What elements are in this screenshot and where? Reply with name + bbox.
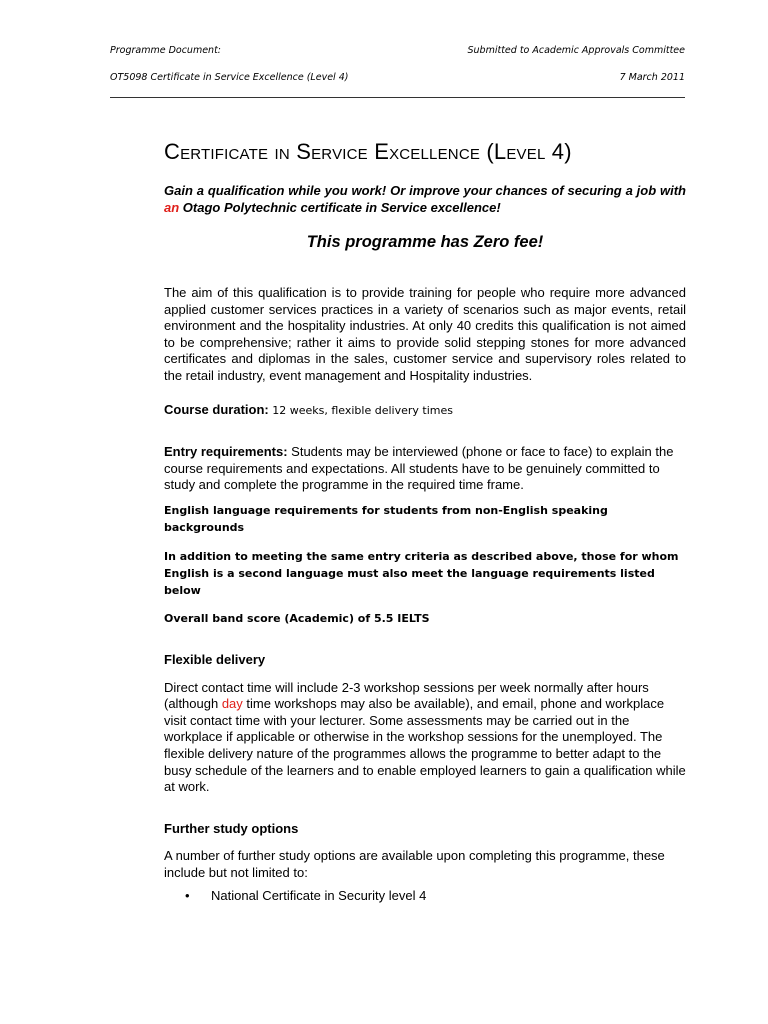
intro-part-2: Otago Polytechnic certificate in Service excellence! [179, 200, 501, 215]
header-doc-label: Programme Document: [110, 45, 221, 56]
course-duration-label: Course duration: [164, 401, 269, 417]
entry-requirements-label: Entry requirements: [164, 444, 288, 460]
further-study-list [164, 888, 686, 905]
intro-highlight: an [164, 200, 180, 215]
intro-text [164, 182, 686, 216]
course-duration [164, 402, 686, 420]
zero-fee-banner: This programme has Zero fee! [306, 233, 544, 251]
running-header-line-2 [110, 72, 685, 84]
aim-paragraph: The aim of this qualification is to provide training for people who require more advanced applied customer services practices in a variety of scenarios such as major events, retail environment and the hospitality industries. At only 40 credits this qualification is not aimed to be comprehensive; rather it aims to provide solid stepping stones for more advanced certificates and diplomas in the sales, customer service and supervisory roles related to the retail industry, event management and Hospitality industries. [164, 285, 686, 383]
english-requirements-addition: In addition to meeting the same entry criteria as described above, those for whom English is a second language must also meet the language requirements listed below [164, 549, 679, 597]
flexible-delivery-highlight: day [221, 696, 243, 712]
entry-requirements [164, 444, 686, 494]
flexible-delivery-paragraph [164, 680, 686, 796]
further-study-heading: Further study options [164, 820, 299, 836]
header-programme-code: OT5098 Certificate in Service Excellence (Level 4) [110, 72, 349, 83]
flexible-delivery-part-2: time workshops may also be available), and email, phone and workplace visit contact time with your lecturer. Some assessments may be carried out in the workplace if applicable or otherwise in the workshop sessions for the unemployed. The flexible delivery nature of the programmes allows the programme to better adapt to the busy schedule of the learners and to enable employed learners to gain a qualification while at work. [164, 696, 686, 795]
header-date: 7 March 2011 [619, 72, 685, 83]
list-item [164, 888, 686, 905]
running-header-line-1 [110, 45, 685, 57]
intro-part-1: Gain a qualification while you work! Or improve your chances of securing a job with [164, 183, 686, 198]
header-rule [110, 97, 685, 98]
course-duration-value: 12 weeks, flexible delivery times [268, 403, 453, 417]
bullet-icon: • [185, 888, 190, 904]
document-body [164, 138, 686, 905]
flexible-delivery-heading: Flexible delivery [164, 651, 266, 667]
further-study-paragraph: A number of further study options are available upon completing this programme, these include but not limited to: [164, 848, 665, 880]
ielts-score: Overall band score (Academic) of 5.5 IELTS [164, 611, 430, 625]
flexible-delivery-part-1: Direct contact time will include 2-3 workshop sessions per week normally after hours (although [164, 679, 649, 712]
header-submitted: Submitted to Academic Approvals Committee [467, 45, 685, 56]
english-requirements-title: English language requirements for students from non-English speaking backgrounds [164, 503, 608, 534]
document-title: Certificate in Service Excellence (Level 4) [164, 139, 572, 164]
list-item-text: National Certificate in Security level 4 [211, 888, 427, 904]
entry-requirements-text: Students may be interviewed (phone or face to face) to explain the course requirements and expectations. All students have to be genuinely committed to study and complete the programme in the required time frame. [164, 444, 674, 493]
